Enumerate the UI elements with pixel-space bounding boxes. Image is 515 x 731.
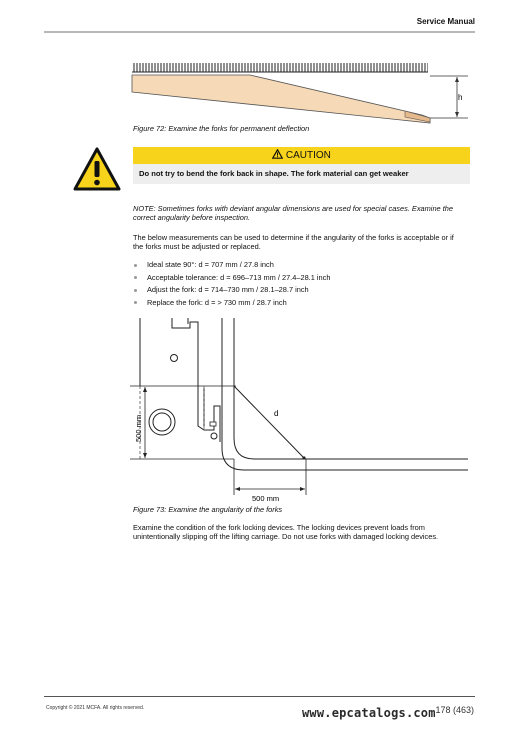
vertical-dimension-label: 500 mm	[134, 414, 143, 442]
d-label: d	[274, 409, 279, 418]
horizontal-dimension-label: 500 mm	[252, 494, 280, 503]
list-item: Replace the fork: d = > 730 mm / 28.7 inch	[133, 297, 330, 310]
caution-heading	[133, 147, 470, 164]
list-item: Adjust the fork: d = 714–730 mm / 28.1–28.7 inch	[133, 284, 330, 297]
warning-triangle-icon	[73, 147, 121, 191]
header-title: Service Manual	[416, 17, 475, 26]
watermark-text: www.epcatalogs.com	[302, 706, 436, 720]
fork-deflection-figure	[130, 60, 470, 124]
list-item: Ideal state 90°: d = 707 mm / 27.8 inch	[133, 259, 330, 272]
note-paragraph: NOTE: Sometimes forks with deviant angular dimensions are used for special cases. Examine the correct angularity before inspection.	[133, 204, 453, 222]
figure-73-caption: Figure 73: Examine the angularity of the forks	[133, 505, 283, 514]
fork-angularity-figure	[130, 318, 475, 504]
locking-devices-paragraph: Examine the condition of the fork locking devices. The locking devices prevent loads from unintentionally slipping off the lifting carriage. Do not use forks with damaged locking devices.	[133, 523, 439, 541]
caution-small-triangle-icon	[272, 149, 283, 159]
caution-heading-text: CAUTION	[285, 150, 331, 161]
fork-body	[132, 75, 430, 123]
header-rule	[44, 31, 475, 33]
measurement-list	[133, 259, 330, 309]
h-label: h	[458, 93, 463, 102]
figure-72-caption: Figure 72: Examine the forks for permanent deflection	[133, 124, 310, 133]
footer-rule	[44, 696, 475, 697]
caution-text: Do not try to bend the fork back in shape. The fork material can get weaker	[133, 164, 470, 184]
ruler-ticks	[132, 63, 428, 72]
footer-page-number: 178 (463)	[435, 705, 474, 715]
intro-paragraph: The below measurements can be used to determine if the angularity of the forks is acceptable or if the forks must be adjusted or replaced.	[133, 233, 454, 251]
footer-copyright: Copyright © 2021 MCFA. All rights reserved.	[46, 705, 145, 711]
list-item: Acceptable tolerance: d = 696–713 mm / 27.4–28.1 inch	[133, 272, 330, 285]
